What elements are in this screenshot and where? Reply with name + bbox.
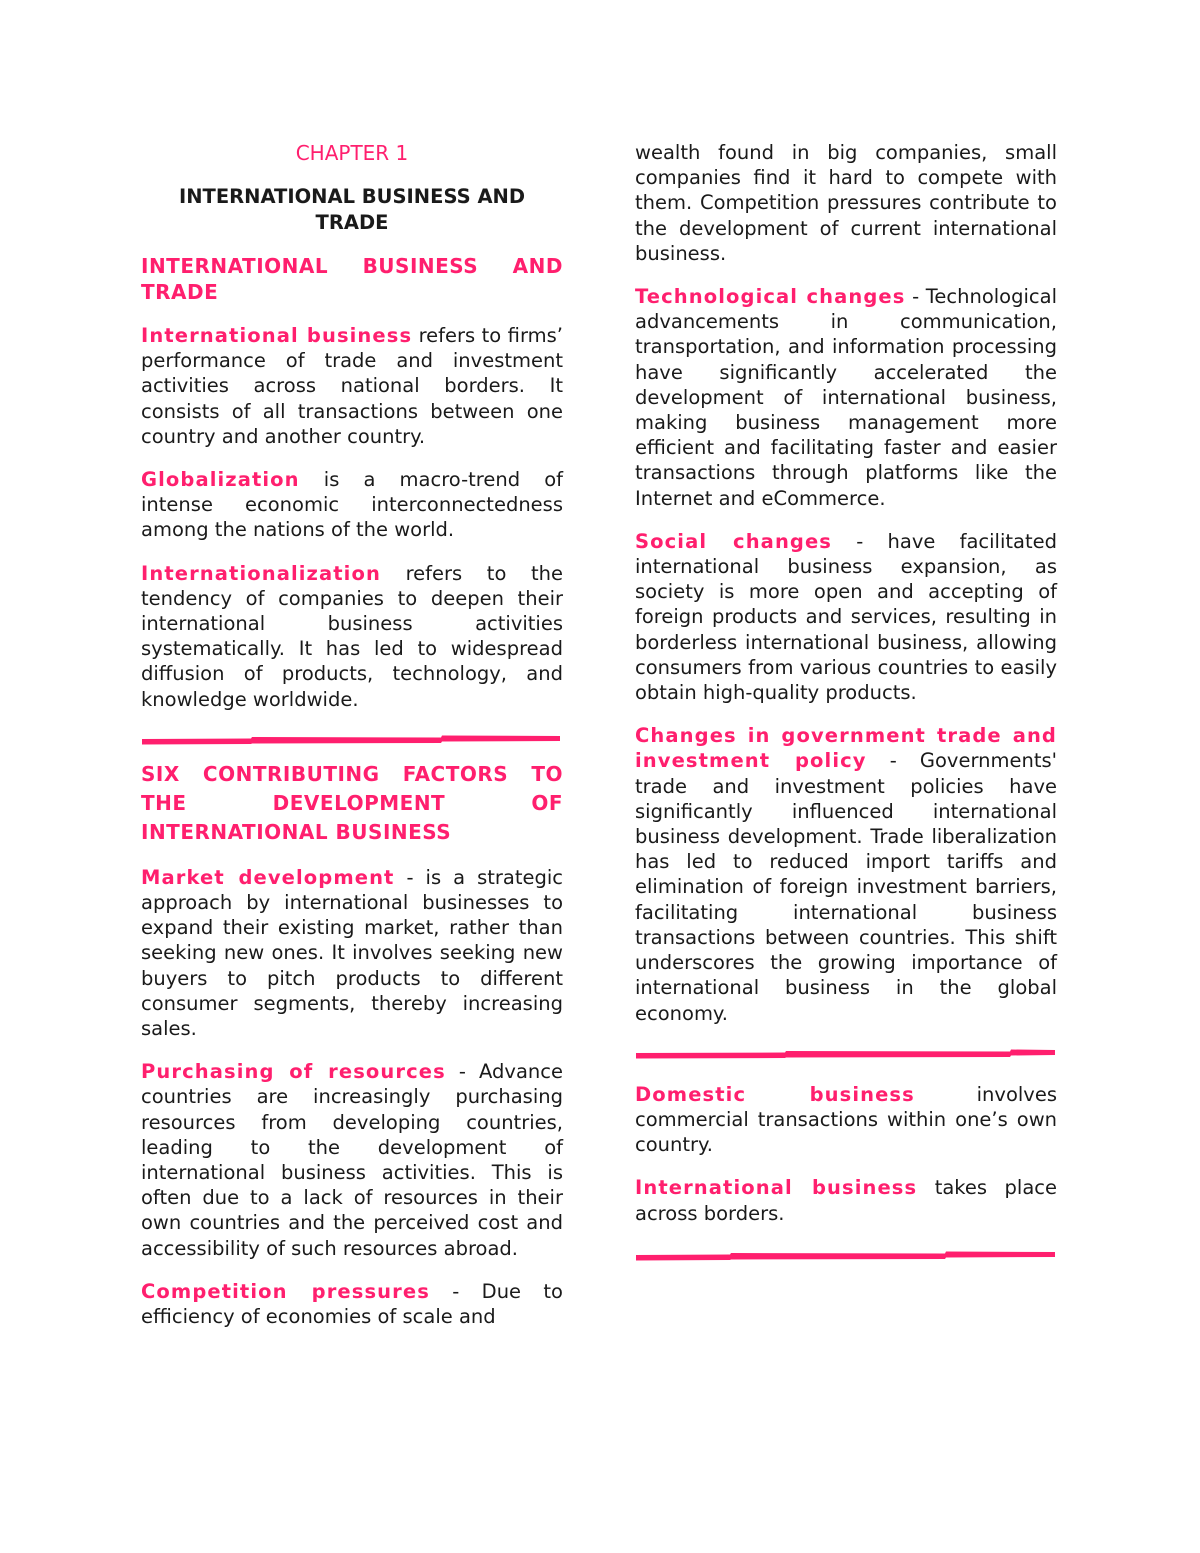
term: Social changes [635, 529, 833, 553]
section-divider [635, 1226, 1057, 1286]
left-column [141, 140, 563, 1329]
right-column [635, 140, 1057, 1286]
definition-text: involves commercial transactions within one’s own country. [635, 1082, 1057, 1157]
term: Internationalization [141, 561, 381, 585]
term: International business [635, 1176, 918, 1200]
term: Market development [141, 865, 395, 889]
factor-text: - Governments' trade and investment policies have significantly influenced international business development. Trade liberalization has led to reduced import tariffs and elimination of foreign investment barriers, facilitating international business transactions between countries. This shift underscores the growing importance of international business in the global economy. [635, 749, 1057, 1025]
factor-government-policy [635, 723, 1057, 1025]
factor-text: - is a strategic approach by international businesses to expand their existing market, rather than seeking new ones. It involves seeking new buyers to pitch products to different consumer segments, thereby increasing sales. [141, 865, 563, 1041]
section-heading: INTERNATIONAL BUSINESS AND TRADE [141, 254, 563, 304]
factor-text: - have facilitated international business expansion, as society is more open and accepting of foreign products and services, resulting in borderless international business, allowing consumers from various countries to easily obtain high-quality products. [635, 529, 1057, 705]
term: Competition pressures [141, 1279, 430, 1303]
factor-technological-changes [635, 284, 1057, 511]
definition-text: takes place across borders. [635, 1176, 1057, 1225]
factor-competition-pressures [141, 1279, 563, 1329]
definition-domestic-business [635, 1082, 1057, 1158]
term: Purchasing of resources [141, 1060, 446, 1084]
factor-market-development [141, 865, 563, 1041]
term: Changes in government trade and investment policy [635, 724, 1057, 773]
definition-text: refers to firms’ performance of trade and investment activities across national borders. It consists of all transactions between one country and another country. [141, 324, 563, 448]
factor-text: - Technological advancements in communication, transportation, and information processing have significantly accelerated the development of international business, making business management more efficient and facilitating faster and easier transactions through platforms like the Internet and eCommerce. [635, 285, 1057, 510]
definition-text: refers to the tendency of companies to deepen their international business activities systematically. It has led to widespread diffusion of products, technology, and knowledge worldwide. [141, 561, 563, 711]
definition-international-business [141, 323, 563, 449]
definition-international-business-borders [635, 1175, 1057, 1225]
chapter-label: CHAPTER 1 [295, 141, 409, 165]
competition-continuation: wealth found in big companies, small companies find it hard to compete with them. Competition pressures contribute to the development of current international business. [635, 141, 1057, 265]
section-divider [141, 712, 563, 760]
term: International business [141, 324, 413, 347]
factors-heading: SIX CONTRIBUTING FACTORS TO THE DEVELOPMENT OF INTERNATIONAL BUSINESS [141, 761, 563, 844]
factor-text: - Advance countries are increasingly purchasing resources from developing countries, leading to the development of international business activities. This is often due to a lack of resources in their own countries and the perceived cost and accessibility of such resources abroad. [141, 1060, 563, 1260]
definition-internationalization [141, 561, 563, 712]
section-divider [635, 1026, 1057, 1082]
factor-purchasing-of-resources [141, 1059, 563, 1261]
factor-text: - Due to efficiency of economies of scale and [141, 1279, 563, 1329]
definition-globalization [141, 467, 563, 543]
term: Domestic business [635, 1082, 915, 1106]
term: Technological changes [635, 285, 906, 309]
term: Globalization [141, 468, 300, 492]
chapter-title: INTERNATIONAL BUSINESS AND TRADE [178, 185, 526, 234]
factor-social-changes [635, 529, 1057, 705]
definition-text: is a macro-trend of intense economic interconnectedness among the nations of the world. [141, 468, 563, 542]
